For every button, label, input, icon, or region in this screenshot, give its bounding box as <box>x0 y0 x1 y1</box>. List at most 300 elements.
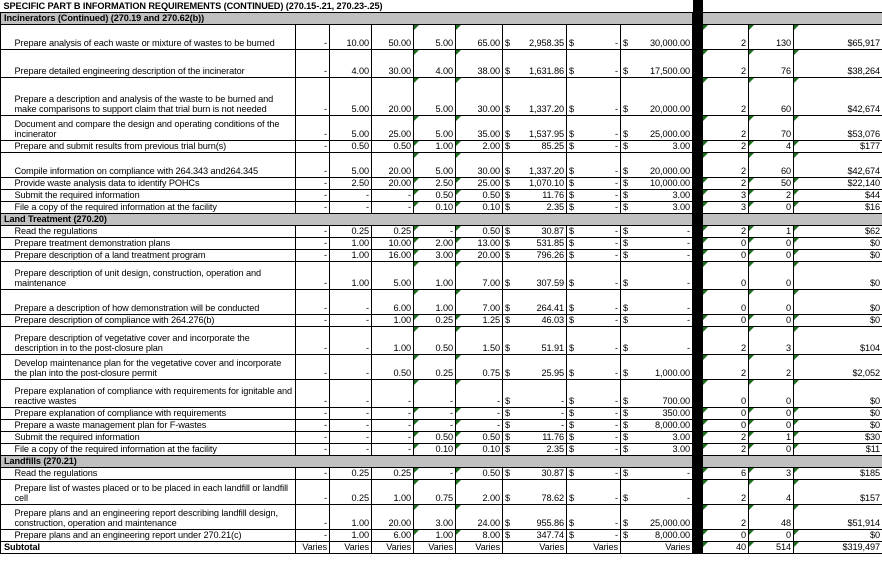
hours-col-4[interactable]: 5.00 <box>414 77 456 115</box>
respondents[interactable]: 0 <box>703 419 749 431</box>
total-hours[interactable]: 0.50 <box>456 189 503 201</box>
labor-cost[interactable] <box>503 431 567 443</box>
hours-col-1[interactable]: - <box>296 479 330 504</box>
total-cost[interactable]: $16 <box>794 201 882 213</box>
hours-col-4[interactable]: 0.75 <box>414 479 456 504</box>
total-hours[interactable]: - <box>456 379 503 407</box>
om-cost[interactable] <box>621 115 693 140</box>
activity-description[interactable]: Prepare and submit results from previous trial burn(s) <box>13 140 296 152</box>
om-cost[interactable] <box>621 419 693 431</box>
respondents[interactable]: 0 <box>703 407 749 419</box>
total-hours[interactable]: 0.75 <box>456 354 503 379</box>
total-cost[interactable]: $0 <box>794 379 882 407</box>
hours-col-2[interactable]: 0.25 <box>330 479 372 504</box>
hours-col-4[interactable]: 2.50 <box>414 177 456 189</box>
respondents[interactable]: 0 <box>703 529 749 541</box>
labor-cost[interactable] <box>503 479 567 504</box>
total-hours[interactable]: - <box>456 419 503 431</box>
sheet-title[interactable]: SPECIFIC PART B INFORMATION REQUIREMENTS (CONTINUED) (270.15-.21, 270.23-.25) <box>1 0 693 12</box>
hours-col-2[interactable]: - <box>330 443 372 455</box>
activity-description[interactable]: Prepare description of compliance with 264.276(b) <box>13 314 296 326</box>
capital-cost[interactable] <box>567 261 621 289</box>
labor-cost[interactable] <box>503 225 567 237</box>
total-burden[interactable]: 76 <box>749 49 794 77</box>
capital-cost[interactable] <box>567 49 621 77</box>
respondents[interactable]: 2 <box>703 326 749 354</box>
activity-description[interactable]: Document and compare the design and operating conditions of the incinerator <box>13 115 296 140</box>
hours-col-2[interactable]: 5.00 <box>330 152 372 177</box>
hours-col-4[interactable]: 2.00 <box>414 237 456 249</box>
om-cost[interactable] <box>621 326 693 354</box>
total-hours[interactable]: 0.10 <box>456 201 503 213</box>
labor-cost[interactable] <box>503 77 567 115</box>
total-hours[interactable]: 20.00 <box>456 249 503 261</box>
total-cost[interactable]: $62 <box>794 225 882 237</box>
hours-col-4[interactable]: 0.10 <box>414 443 456 455</box>
total-burden[interactable]: 2 <box>749 189 794 201</box>
labor-cost[interactable] <box>503 379 567 407</box>
total-cost[interactable]: $177 <box>794 140 882 152</box>
hours-col-3[interactable]: 20.00 <box>372 152 414 177</box>
total-burden[interactable]: 70 <box>749 115 794 140</box>
total-burden[interactable]: 60 <box>749 77 794 115</box>
subtotal-c7[interactable]: Varies <box>567 541 621 553</box>
total-burden[interactable]: 48 <box>749 504 794 529</box>
hours-col-4[interactable]: - <box>414 225 456 237</box>
hours-col-3[interactable]: 20.00 <box>372 77 414 115</box>
hours-col-3[interactable]: 1.00 <box>372 314 414 326</box>
total-hours[interactable]: 13.00 <box>456 237 503 249</box>
subtotal-c6[interactable]: Varies <box>503 541 567 553</box>
om-cost[interactable] <box>621 407 693 419</box>
respondents[interactable]: 0 <box>703 249 749 261</box>
hours-col-3[interactable]: 1.00 <box>372 326 414 354</box>
subtotal-c4[interactable]: Varies <box>414 541 456 553</box>
hours-col-4[interactable]: - <box>414 467 456 479</box>
activity-description[interactable]: Develop maintenance plan for the vegetative cover and incorporate the plan into the post-closure permit <box>13 354 296 379</box>
hours-col-2[interactable]: - <box>330 379 372 407</box>
hours-col-3[interactable]: - <box>372 407 414 419</box>
total-burden[interactable]: 0 <box>749 379 794 407</box>
hours-col-1[interactable]: - <box>296 431 330 443</box>
hours-col-4[interactable]: 0.50 <box>414 431 456 443</box>
hours-col-1[interactable]: - <box>296 77 330 115</box>
respondents[interactable]: 6 <box>703 467 749 479</box>
respondents[interactable]: 0 <box>703 237 749 249</box>
om-cost[interactable] <box>621 49 693 77</box>
hours-col-2[interactable]: 1.00 <box>330 261 372 289</box>
hours-col-3[interactable]: 0.50 <box>372 140 414 152</box>
hours-col-1[interactable]: - <box>296 24 330 49</box>
capital-cost[interactable] <box>567 443 621 455</box>
hours-col-4[interactable]: - <box>414 419 456 431</box>
hours-col-4[interactable]: 5.00 <box>414 24 456 49</box>
hours-col-3[interactable]: 30.00 <box>372 49 414 77</box>
hours-col-3[interactable]: 5.00 <box>372 261 414 289</box>
hours-col-1[interactable]: - <box>296 177 330 189</box>
total-hours[interactable]: 65.00 <box>456 24 503 49</box>
capital-cost[interactable] <box>567 479 621 504</box>
hours-col-1[interactable]: - <box>296 314 330 326</box>
hours-col-3[interactable]: 25.00 <box>372 115 414 140</box>
hours-col-2[interactable]: 10.00 <box>330 24 372 49</box>
hours-col-2[interactable]: - <box>330 189 372 201</box>
total-hours[interactable]: 0.50 <box>456 467 503 479</box>
labor-cost[interactable] <box>503 201 567 213</box>
capital-cost[interactable] <box>567 225 621 237</box>
labor-cost[interactable] <box>503 407 567 419</box>
total-cost[interactable]: $44 <box>794 189 882 201</box>
total-burden[interactable]: 0 <box>749 289 794 314</box>
om-cost[interactable] <box>621 24 693 49</box>
capital-cost[interactable] <box>567 314 621 326</box>
total-hours[interactable]: 8.00 <box>456 529 503 541</box>
total-burden[interactable]: 0 <box>749 407 794 419</box>
total-hours[interactable]: 7.00 <box>456 261 503 289</box>
labor-cost[interactable] <box>503 237 567 249</box>
section-header[interactable]: Incinerators (Continued) (270.19 and 270.62(b)) <box>1 12 693 24</box>
hours-col-1[interactable]: - <box>296 504 330 529</box>
hours-col-4[interactable]: 0.50 <box>414 189 456 201</box>
total-burden[interactable]: 0 <box>749 261 794 289</box>
labor-cost[interactable] <box>503 177 567 189</box>
activity-description[interactable]: Submit the required information <box>13 189 296 201</box>
total-cost[interactable]: $185 <box>794 467 882 479</box>
hours-col-3[interactable]: 6.00 <box>372 529 414 541</box>
activity-description[interactable]: Prepare description of a land treatment program <box>13 249 296 261</box>
activity-description[interactable]: Prepare explanation of compliance with requirements <box>13 407 296 419</box>
total-cost[interactable]: $11 <box>794 443 882 455</box>
hours-col-1[interactable]: - <box>296 529 330 541</box>
capital-cost[interactable] <box>567 504 621 529</box>
respondents[interactable]: 0 <box>703 261 749 289</box>
labor-cost[interactable] <box>503 419 567 431</box>
hours-col-1[interactable]: - <box>296 201 330 213</box>
total-cost[interactable]: $0 <box>794 237 882 249</box>
hours-col-3[interactable]: 0.50 <box>372 354 414 379</box>
total-cost[interactable]: $0 <box>794 249 882 261</box>
total-cost[interactable]: $42,674 <box>794 152 882 177</box>
total-burden[interactable]: 3 <box>749 326 794 354</box>
total-cost[interactable]: $0 <box>794 529 882 541</box>
hours-col-2[interactable]: 1.00 <box>330 529 372 541</box>
subtotal-c10[interactable]: 514 <box>749 541 794 553</box>
total-burden[interactable]: 0 <box>749 529 794 541</box>
hours-col-1[interactable]: - <box>296 152 330 177</box>
capital-cost[interactable] <box>567 189 621 201</box>
total-cost[interactable]: $0 <box>794 261 882 289</box>
respondents[interactable]: 2 <box>703 77 749 115</box>
labor-cost[interactable] <box>503 314 567 326</box>
total-hours[interactable]: 0.50 <box>456 431 503 443</box>
capital-cost[interactable] <box>567 115 621 140</box>
total-hours[interactable]: 24.00 <box>456 504 503 529</box>
subtotal-c3[interactable]: Varies <box>372 541 414 553</box>
hours-col-4[interactable]: 1.00 <box>414 261 456 289</box>
om-cost[interactable] <box>621 225 693 237</box>
total-hours[interactable]: 25.00 <box>456 177 503 189</box>
total-hours[interactable]: 0.10 <box>456 443 503 455</box>
total-cost[interactable]: $2,052 <box>794 354 882 379</box>
labor-cost[interactable] <box>503 326 567 354</box>
capital-cost[interactable] <box>567 237 621 249</box>
hours-col-1[interactable]: - <box>296 249 330 261</box>
activity-description[interactable]: File a copy of the required information at the facility <box>13 443 296 455</box>
total-burden[interactable]: 60 <box>749 152 794 177</box>
total-burden[interactable]: 0 <box>749 237 794 249</box>
hours-col-3[interactable]: 16.00 <box>372 249 414 261</box>
capital-cost[interactable] <box>567 177 621 189</box>
hours-col-2[interactable]: - <box>330 289 372 314</box>
om-cost[interactable] <box>621 504 693 529</box>
activity-description[interactable]: Prepare plans and an engineering report under 270.21(c) <box>13 529 296 541</box>
total-burden[interactable]: 0 <box>749 314 794 326</box>
capital-cost[interactable] <box>567 529 621 541</box>
respondents[interactable]: 2 <box>703 225 749 237</box>
hours-col-4[interactable]: 3.00 <box>414 504 456 529</box>
hours-col-2[interactable]: - <box>330 407 372 419</box>
total-burden[interactable]: 50 <box>749 177 794 189</box>
total-cost[interactable]: $22,140 <box>794 177 882 189</box>
hours-col-4[interactable]: 1.00 <box>414 140 456 152</box>
labor-cost[interactable] <box>503 189 567 201</box>
labor-cost[interactable] <box>503 115 567 140</box>
total-cost[interactable]: $42,674 <box>794 77 882 115</box>
hours-col-1[interactable]: - <box>296 225 330 237</box>
om-cost[interactable] <box>621 314 693 326</box>
hours-col-2[interactable]: - <box>330 419 372 431</box>
labor-cost[interactable] <box>503 354 567 379</box>
subtotal-c8[interactable]: Varies <box>621 541 693 553</box>
respondents[interactable]: 0 <box>703 314 749 326</box>
hours-col-4[interactable]: 0.10 <box>414 201 456 213</box>
total-burden[interactable]: 4 <box>749 479 794 504</box>
hours-col-2[interactable]: - <box>330 201 372 213</box>
hours-col-2[interactable]: 2.50 <box>330 177 372 189</box>
respondents[interactable]: 2 <box>703 431 749 443</box>
total-cost[interactable]: $51,914 <box>794 504 882 529</box>
hours-col-3[interactable]: 0.25 <box>372 467 414 479</box>
total-hours[interactable]: 1.50 <box>456 326 503 354</box>
hours-col-2[interactable]: - <box>330 354 372 379</box>
labor-cost[interactable] <box>503 443 567 455</box>
total-burden[interactable]: 0 <box>749 443 794 455</box>
total-cost[interactable]: $104 <box>794 326 882 354</box>
hours-col-1[interactable]: - <box>296 237 330 249</box>
labor-cost[interactable] <box>503 24 567 49</box>
activity-description[interactable]: Prepare a waste management plan for F-wastes <box>13 419 296 431</box>
hours-col-3[interactable]: - <box>372 379 414 407</box>
subtotal-c11[interactable]: $319,497 <box>794 541 882 553</box>
activity-description[interactable]: Prepare treatment demonstration plans <box>13 237 296 249</box>
hours-col-4[interactable]: 4.00 <box>414 49 456 77</box>
capital-cost[interactable] <box>567 419 621 431</box>
om-cost[interactable] <box>621 177 693 189</box>
respondents[interactable]: 3 <box>703 189 749 201</box>
total-hours[interactable]: 2.00 <box>456 140 503 152</box>
total-burden[interactable]: 3 <box>749 467 794 479</box>
hours-col-4[interactable]: - <box>414 407 456 419</box>
hours-col-1[interactable]: - <box>296 326 330 354</box>
labor-cost[interactable] <box>503 49 567 77</box>
respondents[interactable]: 2 <box>703 115 749 140</box>
hours-col-3[interactable]: 0.25 <box>372 225 414 237</box>
om-cost[interactable] <box>621 379 693 407</box>
om-cost[interactable] <box>621 77 693 115</box>
hours-col-3[interactable]: - <box>372 189 414 201</box>
respondents[interactable]: 2 <box>703 443 749 455</box>
om-cost[interactable] <box>621 529 693 541</box>
total-cost[interactable]: $0 <box>794 419 882 431</box>
hours-col-4[interactable]: 1.00 <box>414 529 456 541</box>
om-cost[interactable] <box>621 249 693 261</box>
activity-description[interactable]: Prepare list of wastes placed or to be placed in each landfill or landfill cell <box>13 479 296 504</box>
labor-cost[interactable] <box>503 261 567 289</box>
om-cost[interactable] <box>621 431 693 443</box>
total-cost[interactable]: $65,917 <box>794 24 882 49</box>
labor-cost[interactable] <box>503 140 567 152</box>
respondents[interactable]: 3 <box>703 201 749 213</box>
hours-col-2[interactable]: 4.00 <box>330 49 372 77</box>
om-cost[interactable] <box>621 237 693 249</box>
hours-col-2[interactable]: 5.00 <box>330 77 372 115</box>
capital-cost[interactable] <box>567 289 621 314</box>
hours-col-4[interactable]: 0.25 <box>414 354 456 379</box>
om-cost[interactable] <box>621 140 693 152</box>
hours-col-2[interactable]: 1.00 <box>330 249 372 261</box>
hours-col-1[interactable]: - <box>296 379 330 407</box>
hours-col-3[interactable]: 20.00 <box>372 177 414 189</box>
labor-cost[interactable] <box>503 467 567 479</box>
total-burden[interactable]: 1 <box>749 225 794 237</box>
total-burden[interactable]: 4 <box>749 140 794 152</box>
hours-col-2[interactable]: - <box>330 326 372 354</box>
hours-col-2[interactable]: 0.50 <box>330 140 372 152</box>
activity-description[interactable]: Prepare description of vegetative cover and incorporate the description in to the post-closure plan <box>13 326 296 354</box>
activity-description[interactable]: Prepare analysis of each waste or mixture of wastes to be burned <box>13 24 296 49</box>
hours-col-3[interactable]: 50.00 <box>372 24 414 49</box>
activity-description[interactable]: Prepare plans and an engineering report describing landfill design, construction, operation and maintenance <box>13 504 296 529</box>
hours-col-2[interactable]: - <box>330 314 372 326</box>
subtotal-c5[interactable]: Varies <box>456 541 503 553</box>
hours-col-4[interactable]: 1.00 <box>414 289 456 314</box>
hours-col-1[interactable]: - <box>296 419 330 431</box>
total-cost[interactable]: $0 <box>794 289 882 314</box>
capital-cost[interactable] <box>567 431 621 443</box>
om-cost[interactable] <box>621 201 693 213</box>
activity-description[interactable]: File a copy of the required information at the facility <box>13 201 296 213</box>
hours-col-2[interactable]: - <box>330 431 372 443</box>
capital-cost[interactable] <box>567 77 621 115</box>
activity-description[interactable]: Submit the required information <box>13 431 296 443</box>
total-burden[interactable]: 2 <box>749 354 794 379</box>
subtotal-c9[interactable]: 40 <box>703 541 749 553</box>
respondents[interactable]: 2 <box>703 177 749 189</box>
section-header[interactable]: Landfills (270.21) <box>1 455 693 467</box>
respondents[interactable]: 0 <box>703 289 749 314</box>
activity-description[interactable]: Prepare detailed engineering description of the incinerator <box>13 49 296 77</box>
hours-col-3[interactable]: - <box>372 201 414 213</box>
om-cost[interactable] <box>621 443 693 455</box>
total-hours[interactable]: 7.00 <box>456 289 503 314</box>
respondents[interactable]: 2 <box>703 152 749 177</box>
labor-cost[interactable] <box>503 249 567 261</box>
activity-description[interactable]: Read the regulations <box>13 467 296 479</box>
total-hours[interactable]: 30.00 <box>456 152 503 177</box>
activity-description[interactable]: Provide waste analysis data to identify POHCs <box>13 177 296 189</box>
hours-col-4[interactable]: 0.25 <box>414 314 456 326</box>
hours-col-2[interactable]: 0.25 <box>330 467 372 479</box>
respondents[interactable]: 2 <box>703 479 749 504</box>
hours-col-1[interactable]: - <box>296 354 330 379</box>
respondents[interactable]: 2 <box>703 354 749 379</box>
total-burden[interactable]: 0 <box>749 249 794 261</box>
capital-cost[interactable] <box>567 201 621 213</box>
hours-col-2[interactable]: 1.00 <box>330 504 372 529</box>
hours-col-3[interactable]: 1.00 <box>372 479 414 504</box>
respondents[interactable]: 2 <box>703 24 749 49</box>
hours-col-3[interactable]: 20.00 <box>372 504 414 529</box>
respondents[interactable]: 2 <box>703 504 749 529</box>
total-hours[interactable]: 38.00 <box>456 49 503 77</box>
total-cost[interactable]: $0 <box>794 314 882 326</box>
respondents[interactable]: 2 <box>703 140 749 152</box>
total-cost[interactable]: $30 <box>794 431 882 443</box>
om-cost[interactable] <box>621 261 693 289</box>
hours-col-4[interactable]: - <box>414 379 456 407</box>
activity-description[interactable]: Prepare explanation of compliance with requirements for ignitable and reactive wastes <box>13 379 296 407</box>
activity-description[interactable]: Compile information on compliance with 264.343 and264.345 <box>13 152 296 177</box>
hours-col-1[interactable]: - <box>296 115 330 140</box>
hours-col-4[interactable]: 5.00 <box>414 115 456 140</box>
hours-col-4[interactable]: 0.50 <box>414 326 456 354</box>
om-cost[interactable] <box>621 152 693 177</box>
hours-col-1[interactable]: - <box>296 189 330 201</box>
capital-cost[interactable] <box>567 467 621 479</box>
hours-col-1[interactable]: - <box>296 289 330 314</box>
section-header[interactable]: Land Treatment (270.20) <box>1 213 693 225</box>
hours-col-3[interactable]: 6.00 <box>372 289 414 314</box>
total-cost[interactable]: $38,264 <box>794 49 882 77</box>
total-cost[interactable]: $53,076 <box>794 115 882 140</box>
activity-description[interactable]: Prepare a description and analysis of the waste to be burned and make comparisons to support claim that trial burn is not needed <box>13 77 296 115</box>
total-hours[interactable]: 30.00 <box>456 77 503 115</box>
total-cost[interactable]: $157 <box>794 479 882 504</box>
hours-col-1[interactable]: - <box>296 140 330 152</box>
total-cost[interactable]: $0 <box>794 407 882 419</box>
om-cost[interactable] <box>621 467 693 479</box>
om-cost[interactable] <box>621 189 693 201</box>
total-hours[interactable]: - <box>456 407 503 419</box>
hours-col-3[interactable]: - <box>372 443 414 455</box>
capital-cost[interactable] <box>567 354 621 379</box>
capital-cost[interactable] <box>567 379 621 407</box>
total-burden[interactable]: 0 <box>749 419 794 431</box>
hours-col-4[interactable]: 5.00 <box>414 152 456 177</box>
om-cost[interactable] <box>621 479 693 504</box>
total-hours[interactable]: 1.25 <box>456 314 503 326</box>
total-burden[interactable]: 130 <box>749 24 794 49</box>
hours-col-1[interactable]: - <box>296 261 330 289</box>
capital-cost[interactable] <box>567 326 621 354</box>
total-hours[interactable]: 35.00 <box>456 115 503 140</box>
hours-col-4[interactable]: 3.00 <box>414 249 456 261</box>
hours-col-2[interactable]: 0.25 <box>330 225 372 237</box>
om-cost[interactable] <box>621 354 693 379</box>
respondents[interactable]: 0 <box>703 379 749 407</box>
capital-cost[interactable] <box>567 407 621 419</box>
activity-description[interactable]: Read the regulations <box>13 225 296 237</box>
